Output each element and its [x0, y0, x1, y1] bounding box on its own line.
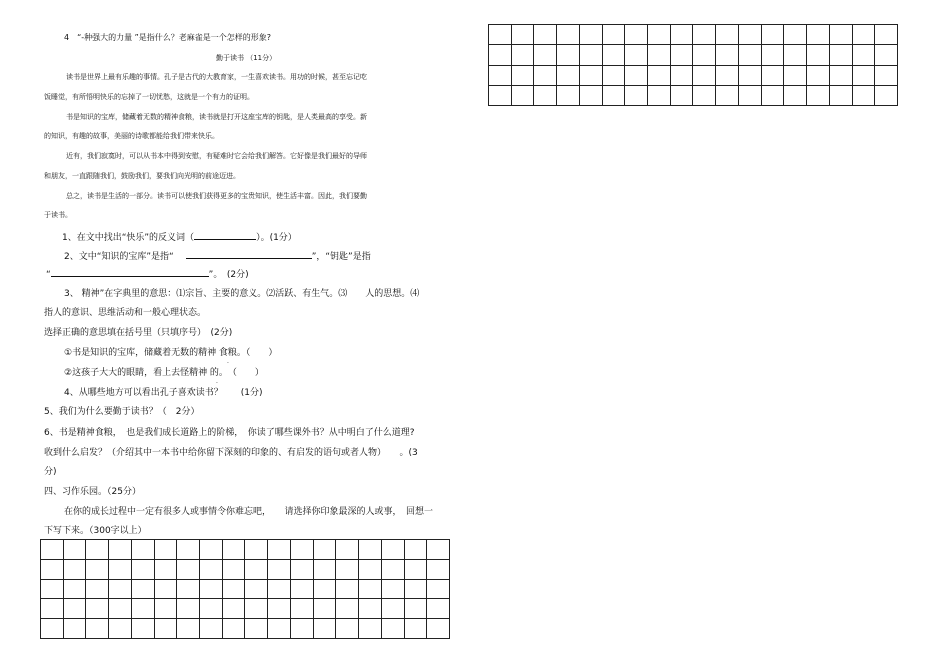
- question-1-text: 1、在文中找出“快乐”的反义词（: [62, 233, 195, 243]
- grid-cell[interactable]: [404, 579, 427, 599]
- question-3-line-1: 3、 精神”在字典里的意思：⑴宗旨、主要的意义。⑵活跃、有生气。⑶ 人的思想。⑷: [64, 289, 420, 299]
- grid-cell[interactable]: [336, 599, 359, 619]
- grid-cell[interactable]: [427, 540, 450, 560]
- grid-cell[interactable]: [381, 599, 404, 619]
- grid-cell[interactable]: [381, 559, 404, 579]
- grid-cell[interactable]: [807, 25, 830, 45]
- grid-cell[interactable]: [177, 540, 200, 560]
- grid-cell[interactable]: [222, 540, 245, 560]
- grid-cell[interactable]: [86, 540, 109, 560]
- grid-cell[interactable]: [489, 25, 512, 45]
- grid-cell[interactable]: [829, 65, 852, 85]
- grid-cell[interactable]: [875, 45, 898, 65]
- grid-cell[interactable]: [716, 25, 739, 45]
- grid-cell[interactable]: [222, 579, 245, 599]
- grid-cell[interactable]: [290, 619, 313, 639]
- grid-cell[interactable]: [427, 599, 450, 619]
- grid-cell[interactable]: [489, 85, 512, 105]
- grid-cell[interactable]: [489, 65, 512, 85]
- grid-cell[interactable]: [807, 65, 830, 85]
- grid-cell[interactable]: [427, 619, 450, 639]
- grid-cell[interactable]: [670, 45, 693, 65]
- grid-cell[interactable]: [738, 65, 761, 85]
- grid-cell[interactable]: [359, 540, 382, 560]
- answer-blank[interactable]: [194, 231, 256, 240]
- grid-cell[interactable]: [290, 599, 313, 619]
- grid-cell[interactable]: [359, 599, 382, 619]
- grid-cell[interactable]: [557, 25, 580, 45]
- grid-cell[interactable]: [648, 45, 671, 65]
- passage-line: 读书是世界上最有乐趣的事情。孔子是古代的大教育家，一生喜欢读书。用功的时候，甚至忘记吃: [66, 73, 367, 81]
- grid-cell[interactable]: [534, 65, 557, 85]
- grid-cell[interactable]: [109, 559, 132, 579]
- grid-row: [41, 599, 450, 619]
- grid-cell[interactable]: [648, 85, 671, 105]
- section-4-prompt-2: 下写下来。（300字以上）: [44, 526, 147, 536]
- grid-cell[interactable]: [359, 619, 382, 639]
- question-4-heading: 4 “-种强大的力量 ”是指什么？老麻雀是一个怎样的形象?: [64, 33, 272, 42]
- grid-cell[interactable]: [579, 45, 602, 65]
- grid-cell[interactable]: [200, 599, 223, 619]
- question-1: [62, 231, 297, 243]
- grid-cell[interactable]: [693, 25, 716, 45]
- grid-cell[interactable]: [489, 45, 512, 65]
- grid-cell[interactable]: [63, 579, 86, 599]
- grid-cell[interactable]: [109, 579, 132, 599]
- grid-cell[interactable]: [313, 599, 336, 619]
- grid-cell[interactable]: [404, 599, 427, 619]
- grid-cell[interactable]: [109, 619, 132, 639]
- question-4b: 4、从哪些地方可以看出孔子喜欢读书？ (1分): [64, 388, 263, 398]
- grid-cell[interactable]: [602, 45, 625, 65]
- grid-cell[interactable]: [761, 65, 784, 85]
- question-2: [64, 250, 371, 262]
- grid-cell[interactable]: [625, 45, 648, 65]
- question-3-line-3: 选择正确的意思填在括号里（只填序号） (2分): [44, 328, 233, 338]
- grid-cell[interactable]: [511, 45, 534, 65]
- grid-cell[interactable]: [738, 25, 761, 45]
- question-2-points: ”。 (2分): [208, 270, 249, 280]
- grid-cell[interactable]: [86, 599, 109, 619]
- grid-cell[interactable]: [511, 85, 534, 105]
- grid-cell[interactable]: [761, 85, 784, 105]
- grid-cell[interactable]: [336, 579, 359, 599]
- emphasis-dot: ·: [227, 360, 229, 367]
- question-5: 5、我们为什么要勤于读书？（ 2分）: [44, 407, 200, 417]
- grid-cell[interactable]: [200, 559, 223, 579]
- grid-cell[interactable]: [131, 599, 154, 619]
- grid-cell[interactable]: [245, 559, 268, 579]
- grid-cell[interactable]: [738, 85, 761, 105]
- question-2-line-2: [46, 268, 249, 280]
- grid-cell[interactable]: [290, 559, 313, 579]
- grid-cell[interactable]: [381, 579, 404, 599]
- grid-cell[interactable]: [313, 559, 336, 579]
- grid-cell[interactable]: [670, 25, 693, 45]
- question-6-line-1: 6、书是精神食粮， 也是我们成长道路上的阶梯， 你读了哪些课外书？从中明白了什么道理?: [44, 428, 415, 438]
- passage-line: 和朋友，一直跟随我们，鼓励我们，要我们向光明的前途迈进。: [44, 172, 240, 180]
- grid-cell[interactable]: [625, 65, 648, 85]
- grid-cell[interactable]: [222, 619, 245, 639]
- grid-cell[interactable]: [86, 619, 109, 639]
- question-1-points: ）。(1分）: [256, 233, 297, 243]
- grid-cell[interactable]: [534, 85, 557, 105]
- grid-cell[interactable]: [852, 85, 875, 105]
- grid-cell[interactable]: [86, 559, 109, 579]
- grid-cell[interactable]: [427, 579, 450, 599]
- grid-cell[interactable]: [761, 45, 784, 65]
- grid-cell[interactable]: [268, 540, 291, 560]
- quote-open: “: [46, 270, 51, 280]
- passage-line: 总之，读书是生活的一部分。读书可以使我们获得更多的宝贵知识，使生活丰富。因此，我们要勤: [66, 192, 367, 200]
- grid-cell[interactable]: [63, 540, 86, 560]
- grid-cell[interactable]: [579, 85, 602, 105]
- grid-row: [41, 559, 450, 579]
- grid-row: [489, 45, 898, 65]
- grid-cell[interactable]: [131, 579, 154, 599]
- grid-cell[interactable]: [336, 540, 359, 560]
- question-2-text: 2、文中“知识的宝库”是指“: [64, 252, 174, 262]
- grid-cell[interactable]: [63, 599, 86, 619]
- grid-cell[interactable]: [245, 579, 268, 599]
- grid-cell[interactable]: [359, 579, 382, 599]
- grid-cell[interactable]: [41, 559, 64, 579]
- grid-cell[interactable]: [875, 85, 898, 105]
- grid-row: [41, 619, 450, 639]
- grid-cell[interactable]: [829, 25, 852, 45]
- grid-cell[interactable]: [829, 85, 852, 105]
- emphasis-dot: ·: [216, 380, 218, 387]
- grid-cell[interactable]: [41, 579, 64, 599]
- answer-blank[interactable]: [51, 268, 209, 277]
- grid-cell[interactable]: [852, 25, 875, 45]
- grid-cell[interactable]: [313, 540, 336, 560]
- grid-cell[interactable]: [557, 85, 580, 105]
- grid-cell[interactable]: [290, 540, 313, 560]
- passage-line: 的知识，有趣的故事，美丽的诗歌都能给我们带来快乐。: [44, 132, 219, 140]
- grid-cell[interactable]: [579, 65, 602, 85]
- grid-cell[interactable]: [738, 45, 761, 65]
- question-3-option-1: ①书是知识的宝库，储藏着无数的精神 食粮。（ ）: [64, 348, 278, 358]
- grid-cell[interactable]: [579, 25, 602, 45]
- grid-cell[interactable]: [875, 65, 898, 85]
- grid-row: [489, 25, 898, 45]
- question-3-line-2: 指人的意识、思维活动和一般心理状态。: [44, 308, 207, 318]
- grid-cell[interactable]: [784, 25, 807, 45]
- grid-cell[interactable]: [784, 65, 807, 85]
- grid-cell[interactable]: [670, 85, 693, 105]
- grid-cell[interactable]: [154, 619, 177, 639]
- grid-cell[interactable]: [268, 579, 291, 599]
- passage-line: 饭睡觉，有所悟明快乐的忘掉了一切忧愁，这就是一个有力的证明。: [44, 93, 254, 101]
- grid-cell[interactable]: [41, 619, 64, 639]
- question-2-text-2: ”，“钥匙”是指: [311, 252, 371, 262]
- grid-cell[interactable]: [404, 559, 427, 579]
- grid-cell[interactable]: [131, 559, 154, 579]
- passage-line: 书是知识的宝库，储藏着无数的精神食粮，读书就是打开这座宝库的钥匙，是人类最高的享受。新: [66, 113, 367, 121]
- grid-cell[interactable]: [177, 599, 200, 619]
- grid-cell[interactable]: [131, 619, 154, 639]
- grid-cell[interactable]: [852, 65, 875, 85]
- grid-cell[interactable]: [693, 85, 716, 105]
- grid-cell[interactable]: [109, 540, 132, 560]
- grid-row: [489, 85, 898, 105]
- section-title: 勤于读书 （11分）: [216, 54, 277, 62]
- grid-cell[interactable]: [290, 579, 313, 599]
- grid-cell[interactable]: [829, 45, 852, 65]
- grid-row: [41, 579, 450, 599]
- grid-cell[interactable]: [245, 599, 268, 619]
- grid-cell[interactable]: [625, 25, 648, 45]
- grid-cell[interactable]: [784, 45, 807, 65]
- grid-cell[interactable]: [222, 599, 245, 619]
- grid-cell[interactable]: [693, 45, 716, 65]
- grid-cell[interactable]: [313, 579, 336, 599]
- grid-cell[interactable]: [222, 559, 245, 579]
- grid-cell[interactable]: [852, 45, 875, 65]
- grid-cell[interactable]: [268, 619, 291, 639]
- grid-cell[interactable]: [336, 619, 359, 639]
- grid-row: [41, 540, 450, 560]
- grid-cell[interactable]: [648, 65, 671, 85]
- grid-cell[interactable]: [557, 65, 580, 85]
- grid-cell[interactable]: [245, 619, 268, 639]
- grid-cell[interactable]: [761, 25, 784, 45]
- grid-cell[interactable]: [200, 579, 223, 599]
- grid-cell[interactable]: [154, 559, 177, 579]
- grid-cell[interactable]: [511, 65, 534, 85]
- grid-cell[interactable]: [404, 540, 427, 560]
- grid-cell[interactable]: [63, 559, 86, 579]
- grid-cell[interactable]: [154, 579, 177, 599]
- question-3-option-2: ②这孩子大大的眼睛，看上去怪精神 的。 （ ）: [64, 368, 264, 378]
- question-6-line-3: 分): [44, 467, 57, 477]
- grid-cell[interactable]: [557, 45, 580, 65]
- grid-cell[interactable]: [670, 65, 693, 85]
- grid-cell[interactable]: [807, 45, 830, 65]
- passage-line: 于读书。: [44, 211, 72, 219]
- grid-cell[interactable]: [381, 619, 404, 639]
- grid-row: [489, 65, 898, 85]
- grid-cell[interactable]: [807, 85, 830, 105]
- grid-cell[interactable]: [648, 25, 671, 45]
- grid-cell[interactable]: [534, 25, 557, 45]
- answer-blank[interactable]: [186, 250, 312, 259]
- grid-cell[interactable]: [154, 540, 177, 560]
- grid-cell[interactable]: [625, 85, 648, 105]
- grid-cell[interactable]: [511, 25, 534, 45]
- grid-cell[interactable]: [381, 540, 404, 560]
- grid-cell[interactable]: [404, 619, 427, 639]
- grid-cell[interactable]: [716, 45, 739, 65]
- grid-cell[interactable]: [245, 540, 268, 560]
- grid-cell[interactable]: [200, 619, 223, 639]
- grid-cell[interactable]: [268, 559, 291, 579]
- grid-cell[interactable]: [313, 619, 336, 639]
- grid-cell[interactable]: [177, 579, 200, 599]
- grid-cell[interactable]: [131, 540, 154, 560]
- grid-cell[interactable]: [427, 559, 450, 579]
- question-6-line-2: 收到什么启发？（介绍其中一本书中给你留下深刻的印象的、有启发的语句或者人物） 。(3: [44, 448, 418, 458]
- writing-grid-right[interactable]: [488, 24, 898, 106]
- grid-cell[interactable]: [154, 599, 177, 619]
- writing-grid-left[interactable]: [40, 539, 450, 639]
- grid-cell[interactable]: [86, 579, 109, 599]
- grid-cell[interactable]: [716, 85, 739, 105]
- grid-cell[interactable]: [268, 599, 291, 619]
- grid-cell[interactable]: [602, 25, 625, 45]
- grid-cell[interactable]: [336, 559, 359, 579]
- grid-cell[interactable]: [41, 540, 64, 560]
- grid-cell[interactable]: [534, 45, 557, 65]
- grid-cell[interactable]: [602, 85, 625, 105]
- grid-cell[interactable]: [359, 559, 382, 579]
- grid-cell[interactable]: [200, 540, 223, 560]
- grid-cell[interactable]: [109, 599, 132, 619]
- grid-cell[interactable]: [41, 599, 64, 619]
- grid-cell[interactable]: [63, 619, 86, 639]
- grid-cell[interactable]: [177, 619, 200, 639]
- grid-cell[interactable]: [693, 65, 716, 85]
- grid-cell[interactable]: [784, 85, 807, 105]
- grid-cell[interactable]: [716, 65, 739, 85]
- grid-cell[interactable]: [875, 25, 898, 45]
- grid-cell[interactable]: [602, 65, 625, 85]
- grid-cell[interactable]: [177, 559, 200, 579]
- section-4-title: 四、习作乐园。（25分）: [44, 487, 141, 497]
- section-4-prompt-1: 在你的成长过程中一定有很多人或事情令你难忘吧， 请选择你印象最深的人或事， 回想一: [64, 507, 434, 517]
- passage-line: 近有，我们寂寞时，可以从书本中得到安慰，有疑难时它会给我们解答。它好像是我们最好的导师: [66, 152, 367, 160]
